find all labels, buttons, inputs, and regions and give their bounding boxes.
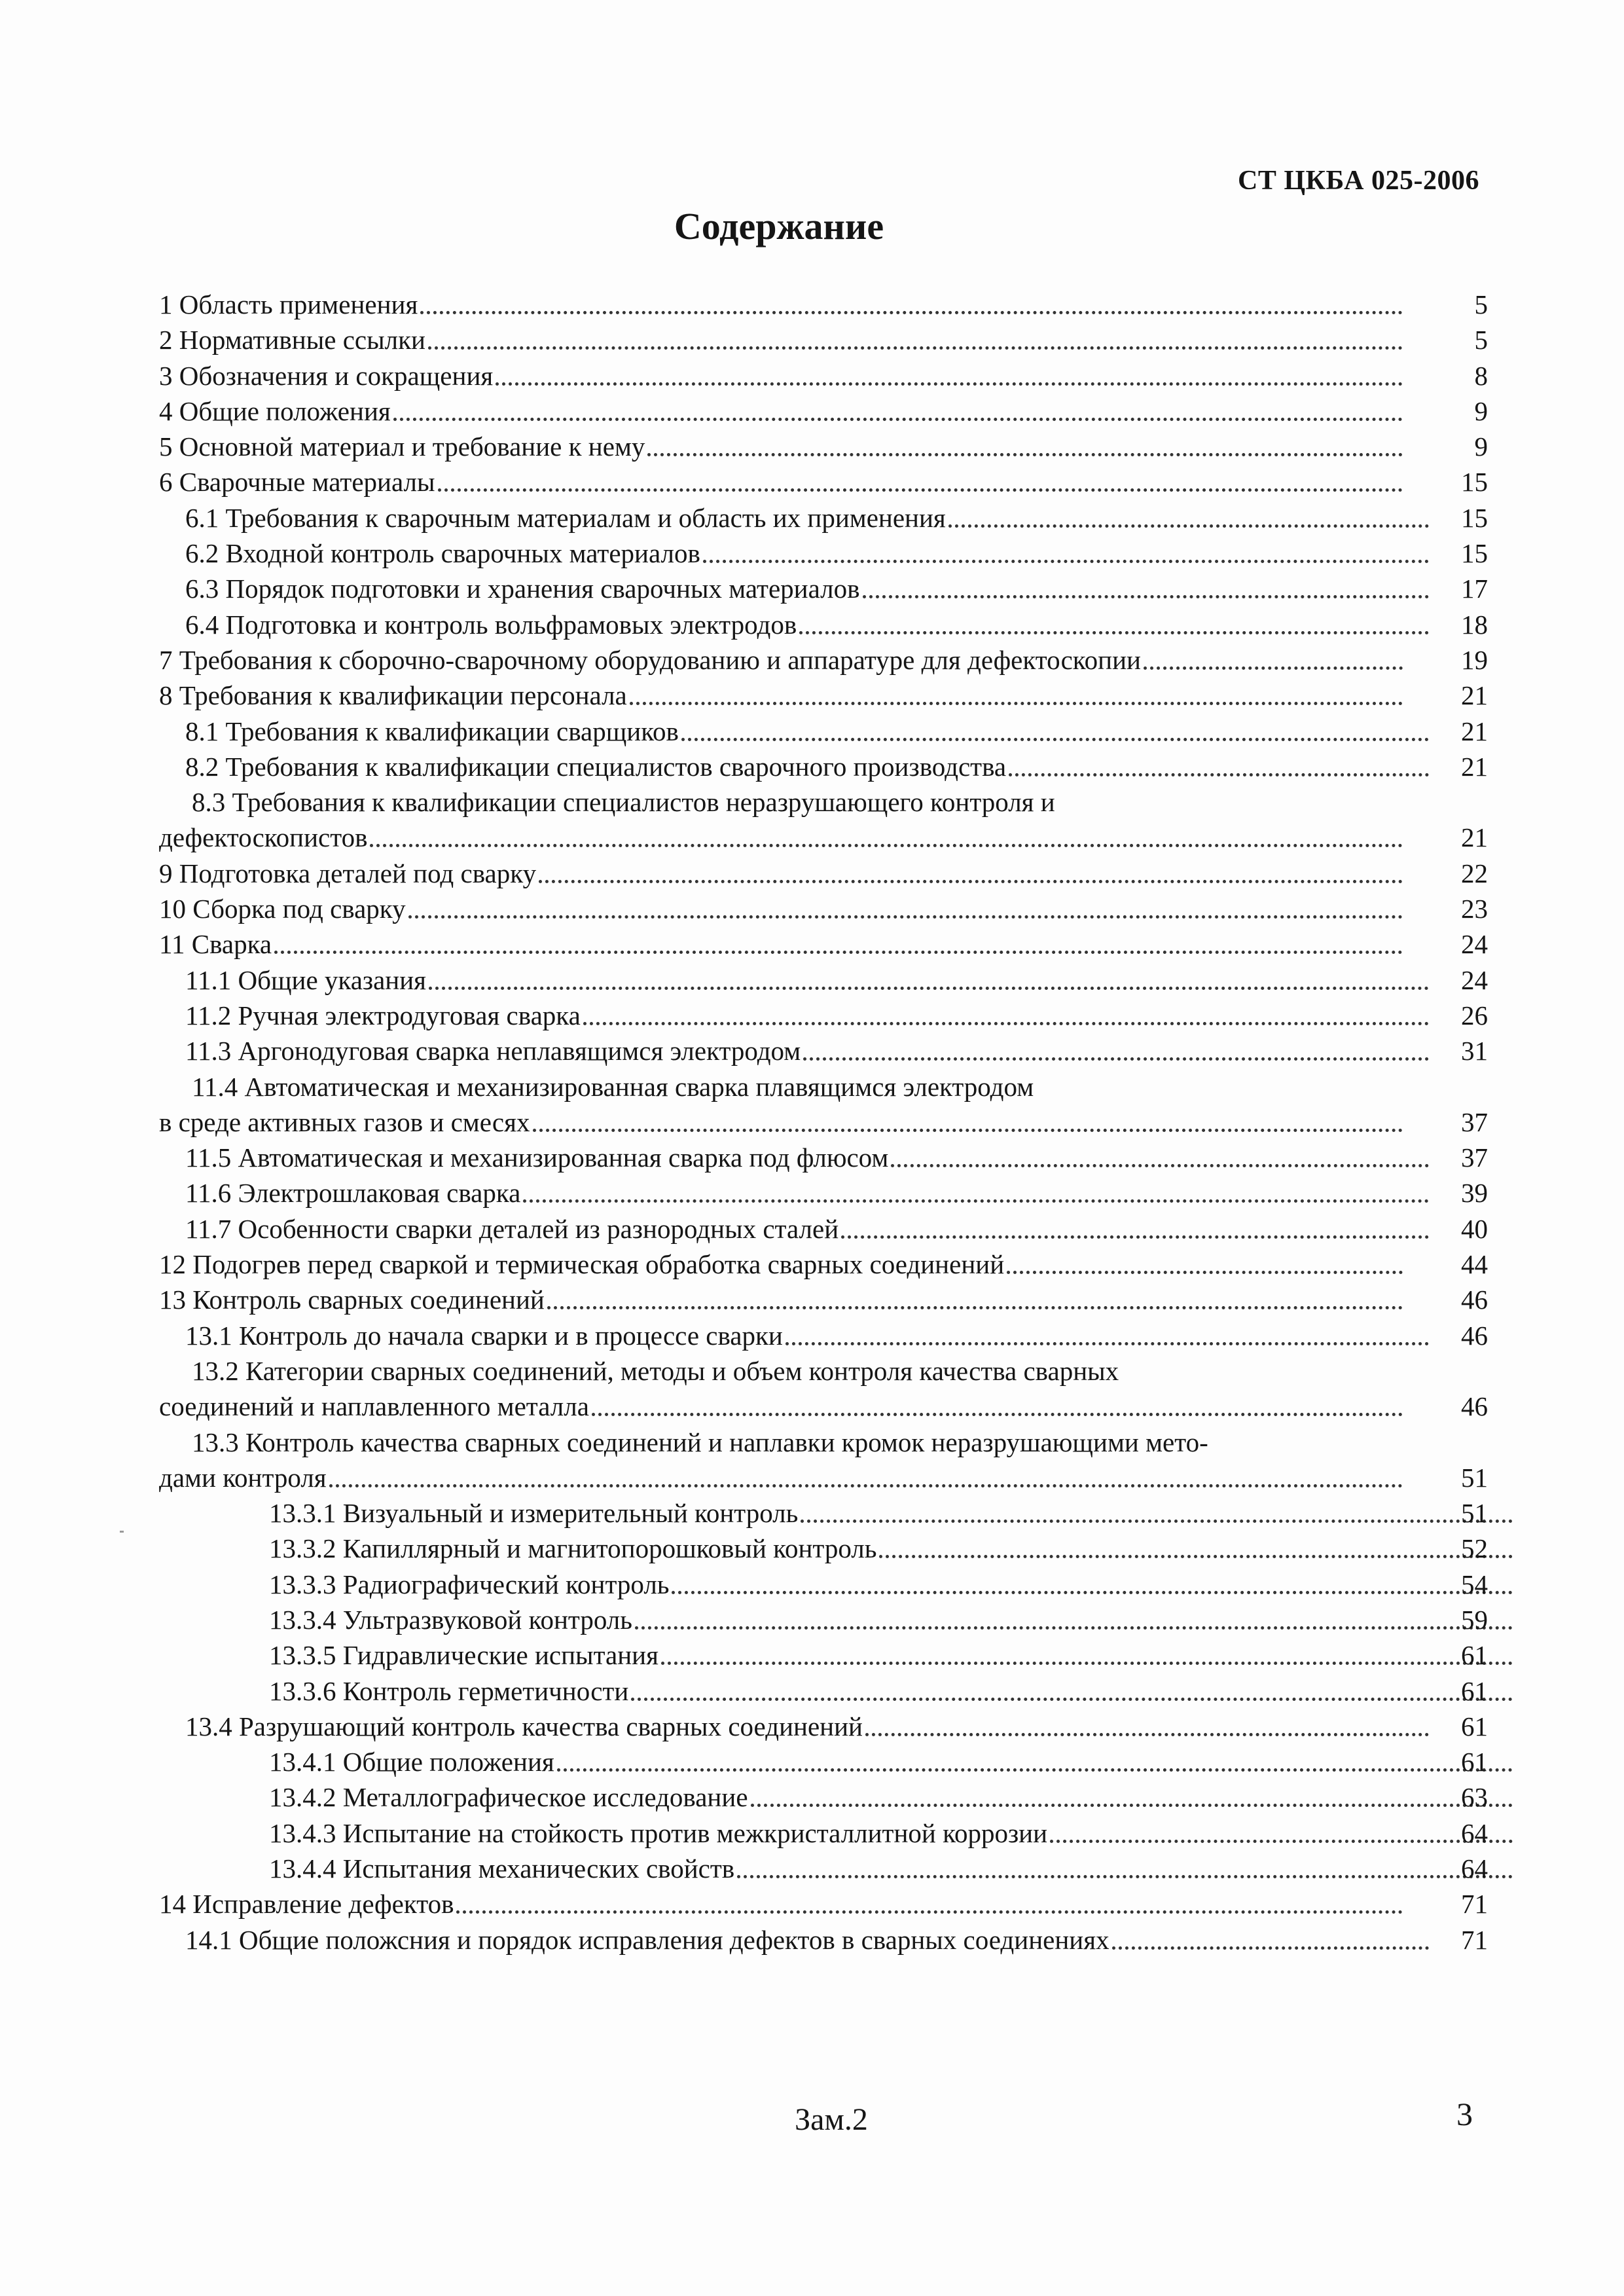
toc-entry-title: 13.4.1 Общие положения: [269, 1747, 554, 1777]
toc-page-number: 37: [1461, 1106, 1488, 1137]
toc-row: [159, 1815, 1488, 1851]
dot-leader: [496, 382, 1403, 386]
toc-entry-title: 11.3 Аргонодуговая сварка неплавящимся электродом: [185, 1036, 801, 1066]
toc-entry: [159, 1175, 1429, 1211]
toc-entry: [159, 429, 1403, 464]
toc-page-number: 61: [1461, 1711, 1488, 1741]
dot-leader: [1144, 666, 1403, 670]
toc-entry-title: 11.7 Особенности сварки деталей из разнородных сталей: [185, 1213, 839, 1244]
dot-leader: [393, 418, 1403, 421]
toc-row: [159, 749, 1488, 784]
toc-entry: [159, 1815, 1513, 1851]
toc-row: [159, 1247, 1488, 1282]
table-of-contents: [159, 287, 1488, 1958]
toc-page-number: 5: [1474, 325, 1488, 355]
toc-entry: [159, 678, 1403, 713]
toc-entry-title-line: 13.2 Категории сварных соединений, методы и объем контроля качества сварных: [192, 1355, 1119, 1386]
toc-row: [159, 998, 1488, 1033]
toc-page-number: 23: [1461, 894, 1488, 924]
toc-entry: [159, 1567, 1513, 1602]
dot-leader: [631, 1698, 1513, 1701]
dot-leader: [865, 1733, 1429, 1736]
dot-leader: [635, 1626, 1513, 1630]
toc-row: [159, 1033, 1488, 1068]
toc-entry-title: 11.6 Электрошлаковая сварка: [185, 1178, 521, 1209]
toc-row: [159, 642, 1488, 678]
toc-page-number: 51: [1461, 1498, 1488, 1529]
toc-page-number: 61: [1461, 1640, 1488, 1671]
toc-page-number: 59: [1461, 1604, 1488, 1635]
toc-entry: [159, 891, 1403, 926]
toc-entry: [159, 1531, 1513, 1566]
toc-entry-title: 6.1 Требования к сварочным материалам и область их применения: [185, 502, 946, 533]
toc-page-number: 64: [1461, 1817, 1488, 1848]
toc-page-number: 63: [1461, 1782, 1488, 1813]
toc-entry-title-line: 11.4 Автоматическая и механизированная сварка плавящимся электродом: [192, 1071, 1034, 1102]
toc-entry-title: 14 Исправление дефектов: [159, 1889, 454, 1920]
toc-entry-title: 12 Подогрев перед сваркой и термическая обработка сварных соединений: [159, 1249, 1005, 1280]
toc-entry-title: 8.1 Требования к квалификации сварщиков: [185, 716, 679, 746]
toc-entry: [159, 464, 1403, 500]
toc-page-number: 21: [1461, 680, 1488, 711]
dot-leader: [948, 524, 1429, 528]
toc-entry-title: 10 Сборка под сварку: [159, 894, 406, 924]
toc-row: [159, 1922, 1488, 1958]
dot-leader: [703, 560, 1429, 563]
toc-row: [159, 393, 1488, 429]
dot-leader: [737, 1875, 1513, 1878]
toc-row: [159, 678, 1488, 713]
dot-leader: [429, 987, 1429, 990]
dot-leader: [274, 951, 1403, 954]
change-note: Зам.2: [795, 2102, 868, 2137]
toc-entry-title: 13.3.2 Капиллярный и магнитопорошковый контроль: [269, 1533, 877, 1564]
toc-row: [159, 1673, 1488, 1709]
toc-entry-title: 13 Контроль сварных соединений: [159, 1285, 545, 1315]
dot-leader: [438, 488, 1403, 492]
scan-speck: [120, 1531, 124, 1533]
dot-leader: [891, 1164, 1429, 1167]
toc-entry: [159, 1104, 1403, 1140]
toc-page-number: 61: [1461, 1747, 1488, 1777]
toc-entry-title: 8 Требования к квалификации персонала: [159, 680, 627, 711]
toc-page-number: 24: [1461, 964, 1488, 995]
toc-entry: [159, 962, 1429, 998]
toc-page-number: 61: [1461, 1675, 1488, 1706]
toc-entry-title: 11.1 Общие указания: [185, 964, 427, 995]
toc-entry-title: 11 Сварка: [159, 929, 272, 960]
toc-page-number: 19: [1461, 644, 1488, 675]
toc-page-number: 8: [1474, 360, 1488, 391]
toc-entry: [159, 856, 1403, 891]
toc-page-number: 15: [1461, 502, 1488, 533]
toc-row: [159, 1886, 1488, 1922]
toc-entry-title: 13.4.3 Испытание на стойкость против межкристаллитной коррозии: [269, 1817, 1048, 1848]
dot-leader: [1007, 1271, 1403, 1274]
dot-leader: [801, 1520, 1513, 1523]
toc-row: [159, 1567, 1488, 1602]
toc-row: [159, 1353, 1488, 1425]
dot-leader: [799, 631, 1429, 634]
toc-row: [159, 1637, 1488, 1673]
dot-leader: [329, 1484, 1403, 1487]
toc-row: [159, 784, 1488, 856]
toc-entry-title: 13.3.5 Гидравлические испытания: [269, 1640, 659, 1671]
toc-entry-title: 8.2 Требования к квалификации специалистов сварочного производства: [185, 751, 1007, 782]
toc-page-number: 44: [1461, 1249, 1488, 1280]
toc-row: [159, 1779, 1488, 1815]
toc-entry-title: 11.2 Ручная электродуговая сварка: [185, 1000, 581, 1030]
toc-page-number: 21: [1461, 716, 1488, 746]
toc-row: [159, 926, 1488, 962]
toc-row: [159, 1318, 1488, 1353]
toc-entry-title: 5 Основной материал и требование к нему: [159, 431, 645, 462]
toc-page-number: 71: [1461, 1889, 1488, 1920]
toc-entry-title: 6.2 Входной контроль сварочных материалов: [185, 538, 700, 569]
toc-page-number: 9: [1474, 395, 1488, 426]
toc-entry: [159, 642, 1403, 678]
toc-entry-title: 7 Требования к сборочно-сварочному оборудованию и аппаратуре для дефектоскопии: [159, 644, 1141, 675]
toc-entry: [159, 1709, 1429, 1744]
toc-row: [159, 322, 1488, 357]
toc-page-number: 26: [1461, 1000, 1488, 1030]
toc-row: [159, 1851, 1488, 1886]
toc-entry-title: 3 Обозначения и сокращения: [159, 360, 494, 391]
toc-page-number: 46: [1461, 1391, 1488, 1421]
dot-leader: [785, 1342, 1429, 1345]
toc-row: [159, 536, 1488, 571]
dot-leader: [672, 1591, 1513, 1594]
toc-page-number: 5: [1474, 289, 1488, 319]
toc-entry: [159, 1282, 1403, 1317]
page-title: Содержание: [674, 205, 884, 247]
toc-row: [159, 891, 1488, 926]
toc-entry: [159, 1744, 1513, 1779]
toc-page-number: 24: [1461, 929, 1488, 960]
toc-entry: [159, 998, 1429, 1033]
dot-leader: [879, 1555, 1513, 1558]
toc-entry-title: 6 Сварочные материалы: [159, 467, 435, 498]
dot-leader: [523, 1199, 1429, 1203]
toc-page-number: 37: [1461, 1142, 1488, 1173]
toc-entry: [159, 1460, 1403, 1495]
dot-leader: [630, 702, 1403, 705]
toc-entry: [159, 1495, 1513, 1531]
toc-row: [159, 287, 1488, 322]
toc-row: [159, 1531, 1488, 1566]
dot-leader: [1009, 773, 1429, 776]
toc-page-number: 15: [1461, 538, 1488, 569]
toc-row: [159, 1282, 1488, 1317]
toc-row: [159, 464, 1488, 500]
toc-entry: [159, 358, 1403, 393]
dot-leader: [370, 844, 1403, 847]
toc-entry-title: 9 Подготовка деталей под сварку: [159, 858, 537, 888]
toc-row: [159, 1140, 1488, 1175]
toc-entry-title: 2 Нормативные ссылки: [159, 325, 425, 355]
toc-page-number: 52: [1461, 1533, 1488, 1564]
toc-entry: [159, 714, 1429, 749]
toc-entry-title: дами контроля: [159, 1462, 327, 1493]
toc-row: [159, 571, 1488, 606]
toc-row: [159, 429, 1488, 464]
toc-entry: [159, 1673, 1513, 1709]
toc-page-number: 46: [1461, 1285, 1488, 1315]
toc-row: [159, 358, 1488, 393]
toc-entry: [159, 1389, 1403, 1424]
toc-entry: [159, 322, 1403, 357]
toc-entry: [159, 287, 1403, 322]
toc-row: [159, 1069, 1488, 1140]
toc-row: [159, 500, 1488, 536]
toc-entry: [159, 1922, 1429, 1958]
toc-entry: [159, 500, 1429, 536]
toc-row: [159, 1425, 1488, 1496]
toc-page-number: 9: [1474, 431, 1488, 462]
dot-leader: [420, 311, 1403, 314]
toc-entry: [159, 1033, 1429, 1068]
toc-row: [159, 607, 1488, 642]
toc-page-number: 39: [1461, 1178, 1488, 1209]
toc-page-number: 21: [1461, 751, 1488, 782]
dot-leader: [557, 1768, 1513, 1772]
toc-page-number: 46: [1461, 1320, 1488, 1351]
toc-entry-title: соединений и наплавленного металла: [159, 1391, 589, 1421]
dot-leader: [547, 1306, 1403, 1309]
toc-entry: [159, 1140, 1429, 1175]
toc-entry: [159, 820, 1403, 855]
dot-leader: [428, 346, 1403, 350]
dot-leader: [751, 1804, 1513, 1807]
toc-entry-title: 1 Область применения: [159, 289, 418, 319]
toc-row: [159, 962, 1488, 998]
dot-leader: [1112, 1946, 1429, 1950]
toc-entry: [159, 1779, 1513, 1815]
toc-entry-title: 13.4 Разрушающий контроль качества сварных соединений: [185, 1711, 863, 1741]
dot-leader: [408, 915, 1403, 919]
toc-row: [159, 1744, 1488, 1779]
toc-entry: [159, 1637, 1513, 1673]
toc-entry-title: 6.4 Подготовка и контроль вольфрамовых электродов: [185, 609, 797, 640]
dot-leader: [803, 1057, 1429, 1061]
dot-leader: [647, 453, 1403, 456]
toc-row: [159, 1602, 1488, 1637]
toc-entry: [159, 1886, 1403, 1922]
toc-page-number: 54: [1461, 1569, 1488, 1599]
toc-entry: [159, 571, 1429, 606]
dot-leader: [583, 1022, 1429, 1025]
toc-entry-title: 13.3.6 Контроль герметичности: [269, 1675, 629, 1706]
toc-row: [159, 1709, 1488, 1744]
dot-leader: [456, 1910, 1403, 1914]
toc-page-number: 40: [1461, 1213, 1488, 1244]
toc-page-number: 64: [1461, 1853, 1488, 1884]
toc-row: [159, 856, 1488, 891]
toc-entry: [159, 926, 1403, 962]
toc-entry-title: 14.1 Общие положсния и порядок исправления дефектов в сварных соединениях: [185, 1924, 1110, 1955]
toc-entry-title: 13.3.3 Радиографический контроль: [269, 1569, 670, 1599]
toc-page-number: 51: [1461, 1462, 1488, 1493]
toc-entry-title: 6.3 Порядок подготовки и хранения сварочных материалов: [185, 574, 860, 604]
toc-page-number: 18: [1461, 609, 1488, 640]
page-number: 3: [1456, 2096, 1473, 2132]
toc-row: [159, 714, 1488, 749]
toc-entry: [159, 393, 1403, 429]
toc-page-number: 71: [1461, 1924, 1488, 1955]
toc-entry: [159, 1318, 1429, 1353]
toc-entry-title: 13.4.4 Испытания механических свойств: [269, 1853, 735, 1884]
toc-entry: [159, 607, 1429, 642]
toc-entry-title: 13.3.1 Визуальный и измерительный контроль: [269, 1498, 799, 1529]
document-code: СТ ЦКБА 025-2006: [1238, 166, 1479, 196]
toc-row: [159, 1495, 1488, 1531]
dot-leader: [539, 880, 1403, 883]
toc-row: [159, 1211, 1488, 1247]
toc-page-number: 31: [1461, 1036, 1488, 1066]
toc-entry-title: дефектоскопистов: [159, 822, 368, 853]
dot-leader: [863, 595, 1430, 598]
toc-page-number: 21: [1461, 822, 1488, 853]
toc-entry: [159, 1602, 1513, 1637]
toc-entry: [159, 536, 1429, 571]
toc-page-number: 17: [1461, 574, 1488, 604]
toc-page-number: 15: [1461, 467, 1488, 498]
toc-entry-title: 13.3.4 Ультразвуковой контроль: [269, 1604, 632, 1635]
toc-entry-title-line: 8.3 Требования к квалификации специалистов неразрушающего контроля и: [192, 787, 1055, 818]
dot-leader: [533, 1129, 1403, 1132]
toc-entry: [159, 1211, 1429, 1247]
toc-page-number: 22: [1461, 858, 1488, 888]
dot-leader: [592, 1413, 1403, 1416]
toc-row: [159, 1175, 1488, 1211]
toc-entry-title: 4 Общие положения: [159, 395, 391, 426]
dot-leader: [841, 1235, 1429, 1239]
dot-leader: [661, 1662, 1513, 1665]
toc-entry: [159, 749, 1429, 784]
toc-entry: [159, 1851, 1513, 1886]
toc-entry-title: 13.1 Контроль до начала сварки и в процессе сварки: [185, 1320, 783, 1351]
toc-entry-title: в среде активных газов и смесях: [159, 1106, 530, 1137]
toc-entry: [159, 1247, 1403, 1282]
toc-entry-title-line: 13.3 Контроль качества сварных соединений и наплавки кромок неразрушающими мето-: [192, 1427, 1208, 1457]
toc-entry-title: 13.4.2 Металлографическое исследование: [269, 1782, 748, 1813]
dot-leader: [681, 738, 1429, 741]
toc-entry-title: 11.5 Автоматическая и механизированная сварка под флюсом: [185, 1142, 889, 1173]
